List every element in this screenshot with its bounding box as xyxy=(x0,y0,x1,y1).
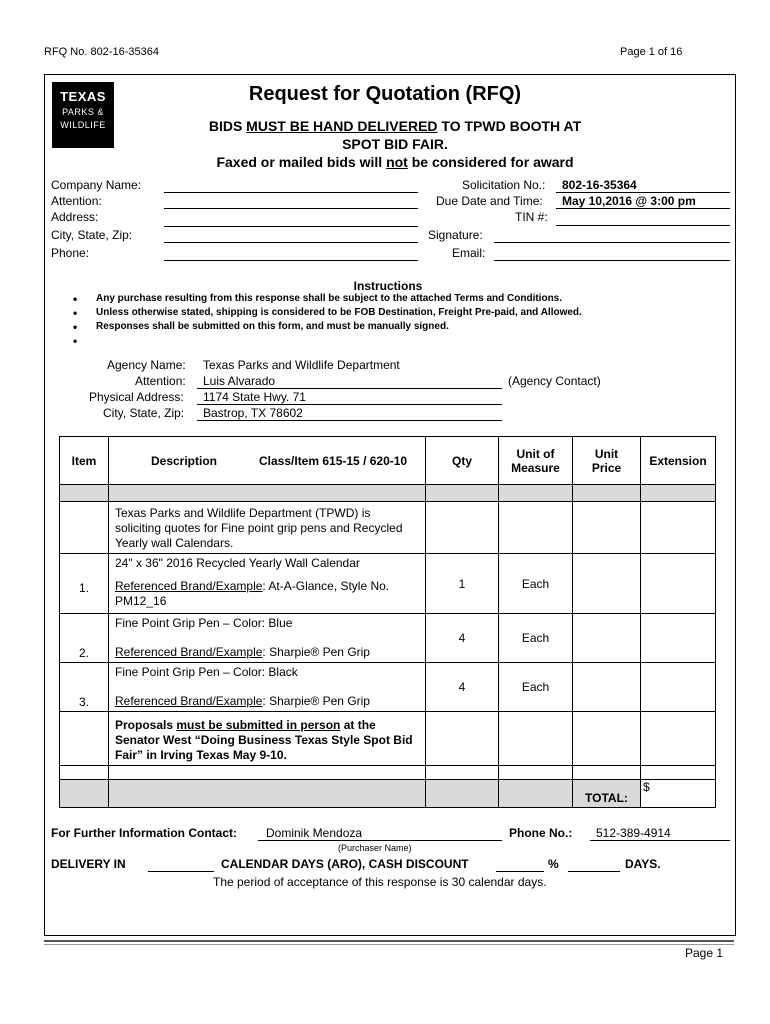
subtitle3-pre: Faxed or mailed bids will xyxy=(216,154,387,170)
tin-label: TIN #: xyxy=(515,210,548,224)
col-price-1: Unit xyxy=(594,446,619,461)
table-row xyxy=(60,663,716,712)
row-line1: Fine Point Grip Pen – Color: Black xyxy=(115,665,298,679)
page-title: Request for Quotation (RFQ) xyxy=(248,83,522,105)
instruction-item xyxy=(70,334,582,348)
row-item-number: 1. xyxy=(60,554,109,614)
table-header-row xyxy=(60,437,716,485)
col-item: Item xyxy=(60,437,109,485)
delivery-days-field[interactable] xyxy=(148,871,214,872)
total-label: TOTAL: xyxy=(573,780,641,808)
subtitle-pre: BIDS xyxy=(208,118,247,134)
address-label: Address: xyxy=(51,210,99,224)
table-row-total xyxy=(60,780,716,808)
agency-attention-value: Luis Alvarado xyxy=(197,374,502,389)
row-uom: Each xyxy=(499,614,573,663)
proposal-note xyxy=(109,712,425,765)
address-field[interactable] xyxy=(164,226,418,227)
instructions-list xyxy=(70,292,582,348)
row-ref-value: : At-A-Glance, Style No. PM12_16 xyxy=(115,579,390,608)
due-date-label: Due Date and Time: xyxy=(436,194,543,208)
tin-field[interactable] xyxy=(556,225,730,226)
proposal-underlined: must be submitted in person xyxy=(176,718,341,732)
row-extension[interactable] xyxy=(641,663,716,712)
row-ref-label: Referenced Brand/Example xyxy=(115,645,263,659)
agency-contact-note: (Agency Contact) xyxy=(508,374,601,388)
row-uom: Each xyxy=(499,554,573,614)
percent-label: % xyxy=(548,857,559,871)
col-class-item: Class/Item 615-15 / 620-10 xyxy=(259,453,408,468)
col-unit-price xyxy=(573,437,641,485)
subtitle-line-3 xyxy=(120,154,670,170)
phone-field[interactable] xyxy=(164,260,418,261)
contact-name: Dominik Mendoza xyxy=(258,826,502,841)
subtitle3-post: be considered for award xyxy=(407,154,574,170)
row-uom: Each xyxy=(499,663,573,712)
page-footer: Page 1 xyxy=(685,946,724,960)
col-extension: Extension xyxy=(641,437,716,485)
days-label: DAYS. xyxy=(625,857,661,871)
row-item-number: 2. xyxy=(60,614,109,663)
physical-address-value: 1174 State Hwy. 71 xyxy=(197,390,502,405)
physical-address-label: Physical Address: xyxy=(89,390,184,404)
rfq-number: RFQ No. 802-16-35364 xyxy=(44,46,159,58)
contact-label: For Further Information Contact: xyxy=(51,826,237,840)
row-unit-price[interactable] xyxy=(573,614,641,663)
cash-discount-field[interactable] xyxy=(496,871,544,872)
bottom-rule xyxy=(44,940,734,942)
row-qty: 4 xyxy=(426,663,499,712)
col-description xyxy=(109,437,426,485)
discount-days-field[interactable] xyxy=(568,871,620,872)
subtitle-line-2: SPOT BID FAIR. xyxy=(342,136,448,152)
row-extension[interactable] xyxy=(641,614,716,663)
row-unit-price[interactable] xyxy=(573,663,641,712)
instruction-item: • Any purchase resulting from this response shall be subject to the attached Terms and Conditions. xyxy=(70,292,582,306)
logo-line-3: WILDLIFE xyxy=(60,120,106,130)
calendar-days-label: CALENDAR DAYS (ARO), CASH DISCOUNT xyxy=(221,857,469,871)
row-item-number: 3. xyxy=(60,663,109,712)
company-name-field[interactable] xyxy=(164,192,418,193)
subtitle3-underlined: not xyxy=(386,154,408,170)
col-description-label: Description xyxy=(150,453,217,468)
row-qty: 1 xyxy=(426,554,499,614)
items-table xyxy=(59,436,716,808)
signature-field[interactable] xyxy=(494,242,730,243)
row-description xyxy=(109,614,425,662)
table-row-empty xyxy=(60,766,716,780)
subtitle-underlined: MUST BE HAND DELIVERED xyxy=(246,118,438,134)
solicitation-no-label: Solicitation No.: xyxy=(462,178,546,192)
table-row-shaded xyxy=(60,485,716,502)
row-extension[interactable] xyxy=(641,554,716,614)
row-ref-value: : Sharpie® Pen Grip xyxy=(262,645,370,659)
col-uom xyxy=(499,437,573,485)
col-price-2: Price xyxy=(591,460,622,475)
company-name-label: Company Name: xyxy=(51,178,142,192)
row-ref-label: Referenced Brand/Example xyxy=(115,579,263,593)
total-value[interactable]: $ xyxy=(641,780,716,808)
table-row xyxy=(60,554,716,614)
city-state-zip-label: City, State, Zip: xyxy=(51,228,133,242)
phone-no-label: Phone No.: xyxy=(509,826,573,840)
email-field[interactable] xyxy=(494,260,730,261)
due-date-value: May 10,2016 @ 3:00 pm xyxy=(556,194,730,209)
agency-name-label: Agency Name: xyxy=(107,358,186,372)
row-qty: 4 xyxy=(426,614,499,663)
phone-label: Phone: xyxy=(51,246,90,260)
row-unit-price[interactable] xyxy=(573,554,641,614)
row-ref-label: Referenced Brand/Example xyxy=(115,694,263,708)
instruction-item: • Responses shall be submitted on this form, and must be manually signed. xyxy=(70,320,582,334)
city-state-zip-field[interactable] xyxy=(164,242,418,243)
logo-line-2: PARKS & xyxy=(62,107,104,117)
instructions-title: Instructions xyxy=(353,279,423,293)
attention-field[interactable] xyxy=(164,208,418,209)
email-label: Email: xyxy=(452,246,486,260)
purchaser-note: (Purchaser Name) xyxy=(338,843,412,853)
phone-no-value: 512-389-4914 xyxy=(590,826,730,841)
agency-attention-label: Attention: xyxy=(135,374,186,388)
col-uom-1: Unit of xyxy=(516,446,555,461)
row-ref-value: : Sharpie® Pen Grip xyxy=(262,694,370,708)
col-uom-2: Measure xyxy=(511,460,560,475)
solicitation-no-value: 802-16-35364 xyxy=(556,178,730,193)
agency-city-label: City, State, Zip: xyxy=(103,406,185,420)
bottom-rule-thin xyxy=(44,944,734,945)
delivery-in-label: DELIVERY IN xyxy=(51,857,126,871)
page-count: Page 1 of 16 xyxy=(620,46,683,58)
subtitle-post: TO TPWD BOOTH AT xyxy=(437,118,582,134)
agency-name-value: Texas Parks and Wildlife Department xyxy=(203,358,400,372)
table-row-intro xyxy=(60,502,716,554)
table-row xyxy=(60,614,716,663)
acceptance-note: The period of acceptance of this response is 30 calendar days. xyxy=(213,875,547,889)
table-row-proposal xyxy=(60,712,716,766)
instruction-item: • Unless otherwise stated, shipping is considered to be FOB Destination, Freight Pre-paid, and Allowed. xyxy=(70,306,582,320)
agency-city-value: Bastrop, TX 78602 xyxy=(197,406,502,421)
row-line1: 24" x 36" 2016 Recycled Yearly Wall Calendar xyxy=(115,556,360,570)
proposal-post: at the Senator West “Doing Business Texas Style Spot Bid Fair” in Irving Texas May 9-10. xyxy=(115,718,413,762)
attention-label: Attention: xyxy=(51,194,102,208)
signature-label: Signature: xyxy=(428,228,483,242)
logo-line-1: TEXAS xyxy=(60,89,106,104)
subtitle-line-1 xyxy=(120,118,670,134)
row-line1: Fine Point Grip Pen – Color: Blue xyxy=(115,616,293,630)
col-qty: Qty xyxy=(426,437,499,485)
row-description xyxy=(109,554,425,611)
intro-text: Texas Parks and Wildlife Department (TPWD) is soliciting quotes for Fine point grip pens and Recycled Yearly wall Calendars. xyxy=(115,506,403,550)
proposal-pre: Proposals xyxy=(115,718,177,732)
row-description xyxy=(109,663,425,711)
